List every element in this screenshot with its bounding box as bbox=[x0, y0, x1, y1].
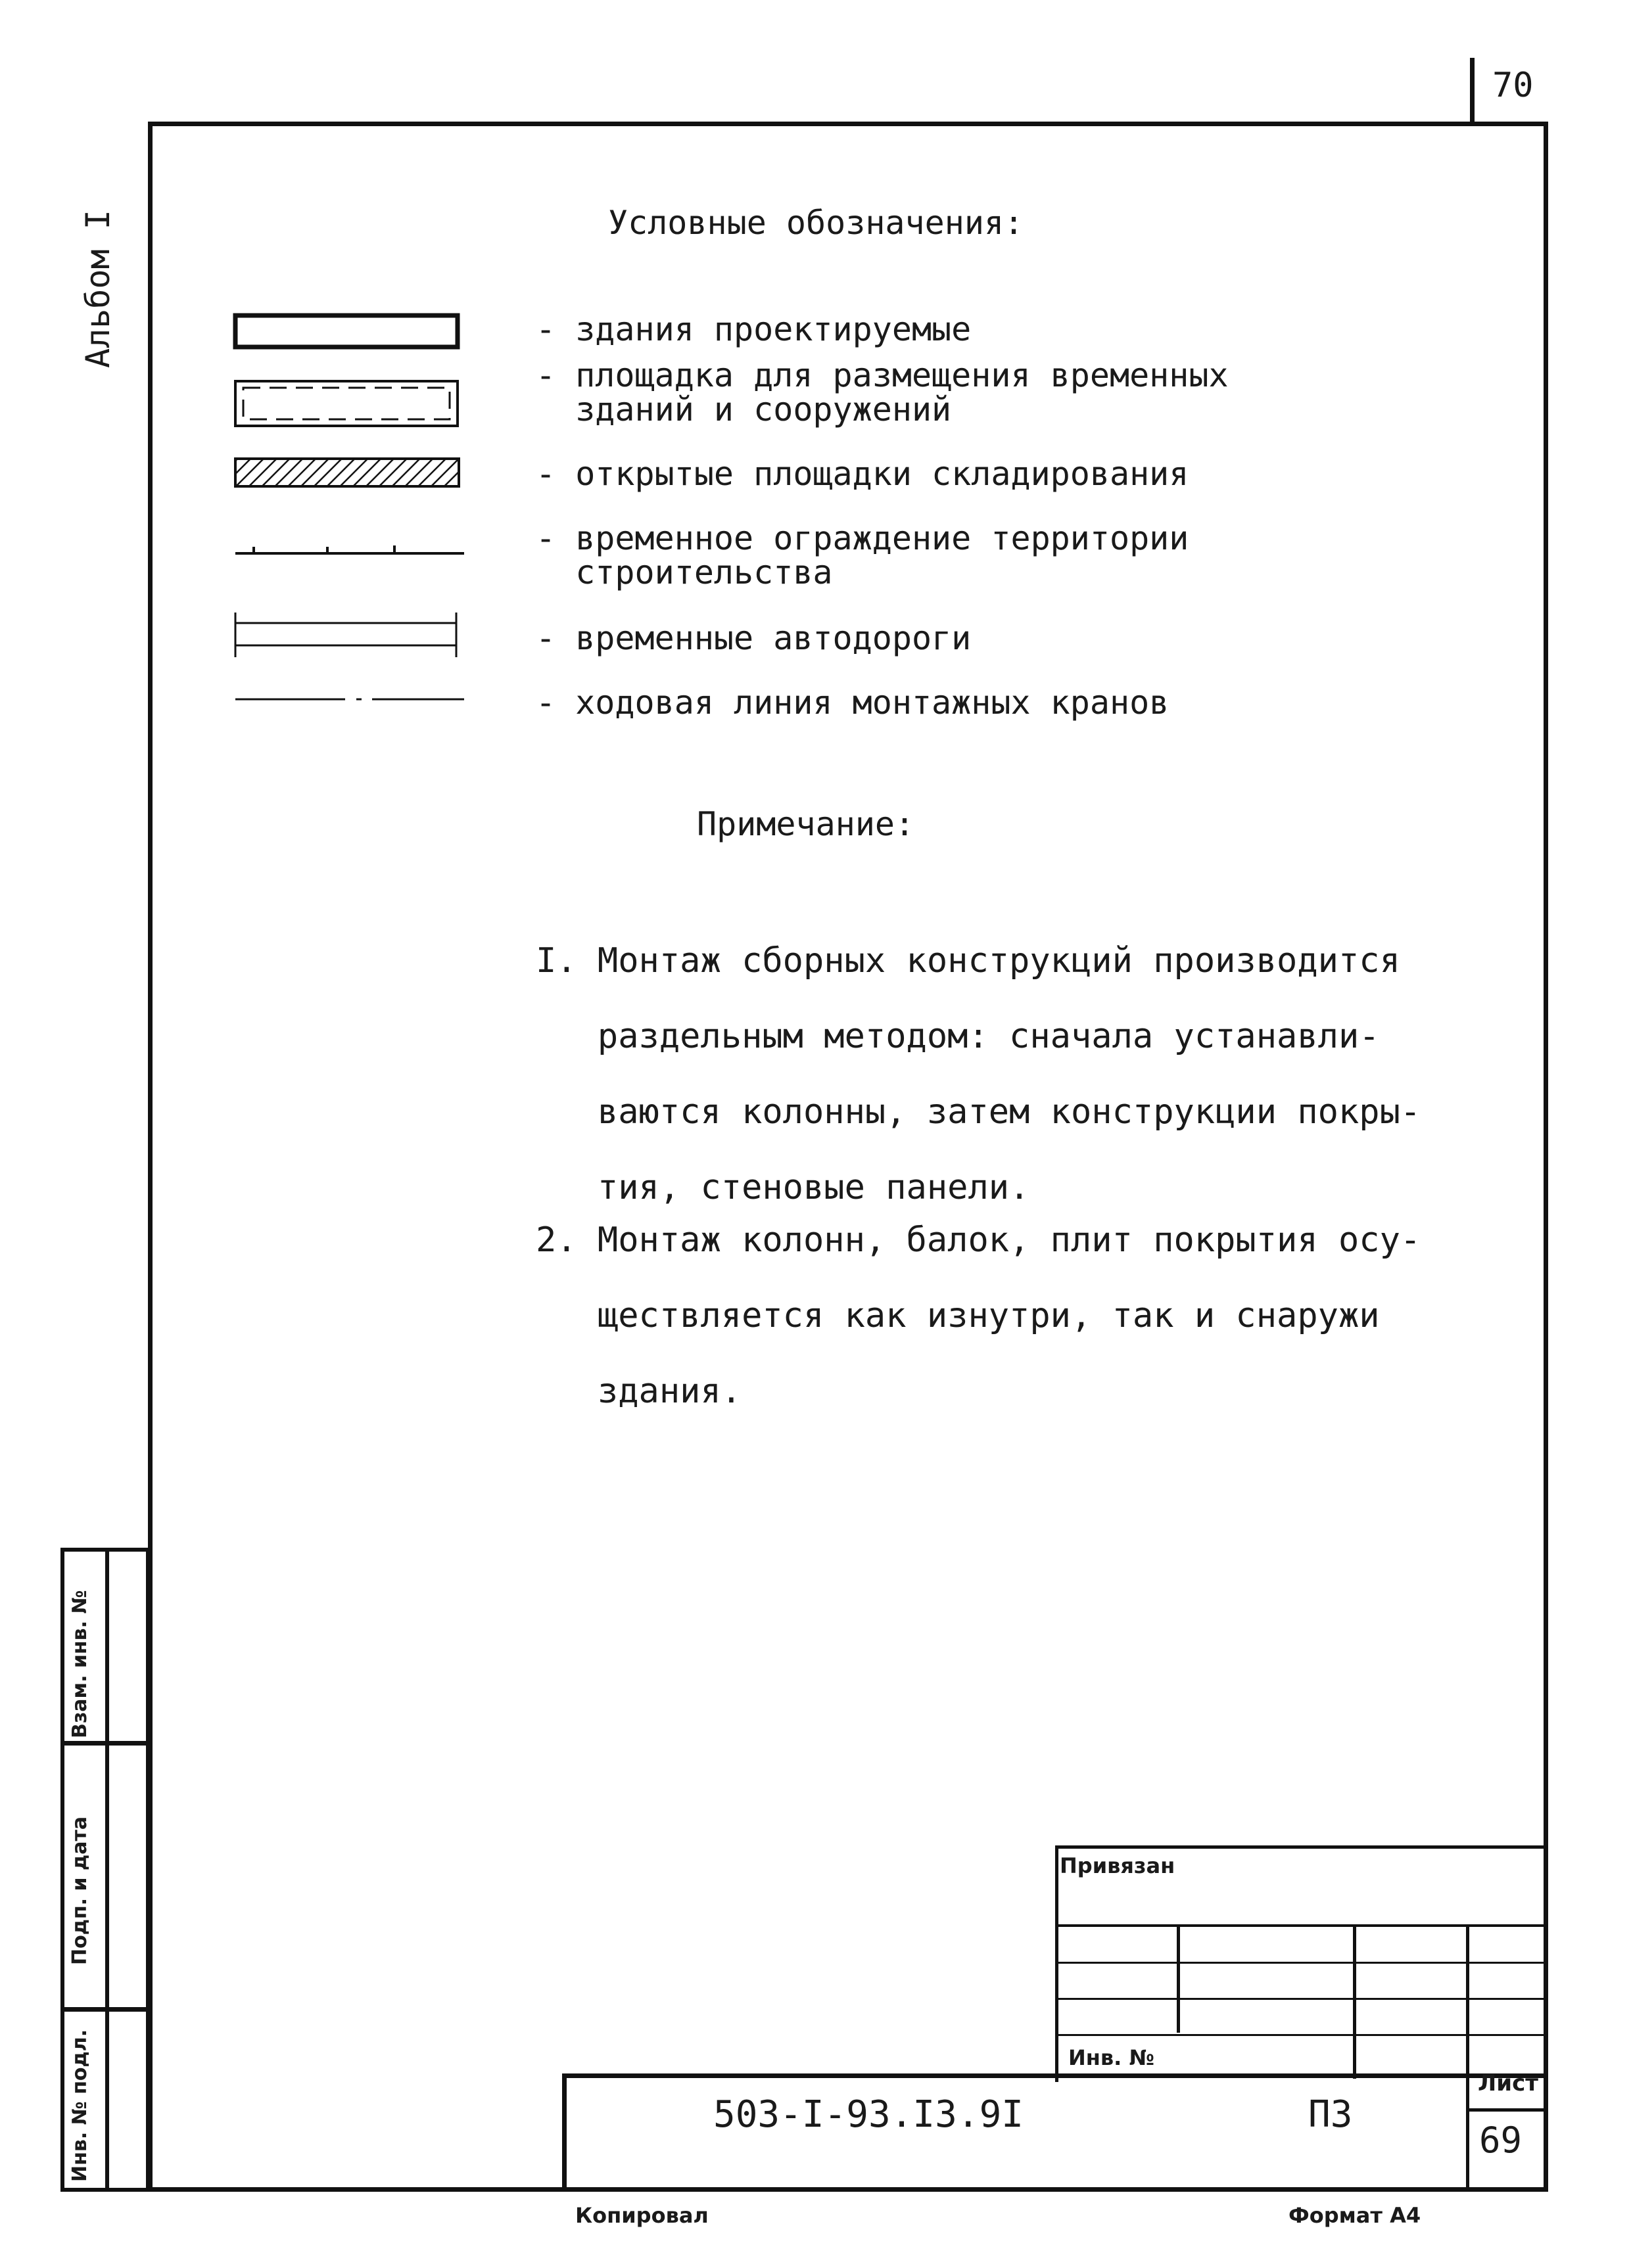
format-label: Формат А4 bbox=[1288, 2203, 1421, 2228]
legend-title: Условные обозначения: bbox=[608, 204, 1024, 242]
side-stamp-divider bbox=[105, 1548, 109, 2192]
legend-item-designed-building: - здания проектируемые bbox=[536, 310, 972, 348]
tb-line bbox=[1055, 1962, 1548, 1964]
tb-line bbox=[1177, 1924, 1180, 2033]
album-label: Альбом I bbox=[79, 210, 117, 368]
sheet-label: Лист bbox=[1478, 2070, 1538, 2096]
tb-line bbox=[1055, 1845, 1548, 1849]
legend-symbols bbox=[230, 309, 480, 729]
tb-line bbox=[1055, 1998, 1548, 2000]
symbol-temporary-fence bbox=[235, 545, 464, 553]
copied-by-label: Копировал bbox=[575, 2203, 709, 2228]
symbol-designed-building bbox=[235, 315, 458, 347]
tb-line bbox=[1466, 1924, 1469, 2190]
tb-line bbox=[1353, 1924, 1356, 2079]
symbol-storage-area bbox=[235, 459, 459, 486]
side-label-vzam: Взам. инв. № bbox=[68, 1590, 91, 1738]
side-label-inv-podl: Инв. № подл. bbox=[68, 2029, 91, 2182]
symbol-temporary-site bbox=[235, 381, 458, 426]
legend-item-storage-area: - открытые площадки складирования bbox=[536, 455, 1189, 493]
note-1: I. Монтаж сборных конструкций производится раздельным методом: сначала устанавли- ваются колонны, затем конструкции покры- тия, стеновые панели. bbox=[536, 941, 1421, 1207]
document-type: ПЗ bbox=[1308, 2093, 1353, 2136]
tb-line bbox=[1055, 1924, 1548, 1927]
legend-item-temporary-site: - площадка для размещения временных зданий и сооружений bbox=[536, 356, 1229, 428]
title-block-inv-no: Инв. № bbox=[1068, 2045, 1154, 2070]
symbol-temporary-road bbox=[235, 613, 456, 657]
side-label-podp: Подп. и дата bbox=[68, 1816, 91, 1965]
document-code: 503-I-93.I3.9I bbox=[713, 2093, 1024, 2136]
notes-title: Примечание: bbox=[697, 805, 915, 843]
tb-line bbox=[1055, 1845, 1058, 2082]
tb-line bbox=[562, 2073, 1548, 2078]
title-block-privyazan: Привязан bbox=[1060, 1853, 1175, 1878]
legend-item-temporary-fence: - временное ограждение территории строительства bbox=[536, 519, 1189, 591]
note-2: 2. Монтаж колонн, балок, плит покрытия осу- ществляется как изнутри, так и снаружи здания. bbox=[536, 1220, 1421, 1411]
tb-line bbox=[562, 2073, 567, 2192]
sheet-number: 69 bbox=[1479, 2119, 1523, 2161]
legend-item-crane-line: - ходовая линия монтажных кранов bbox=[536, 683, 1170, 722]
tb-line bbox=[1466, 2108, 1548, 2112]
page-number: 70 bbox=[1492, 66, 1534, 105]
tb-line bbox=[1055, 2034, 1548, 2036]
legend-item-temporary-road: - временные автодороги bbox=[536, 619, 972, 657]
